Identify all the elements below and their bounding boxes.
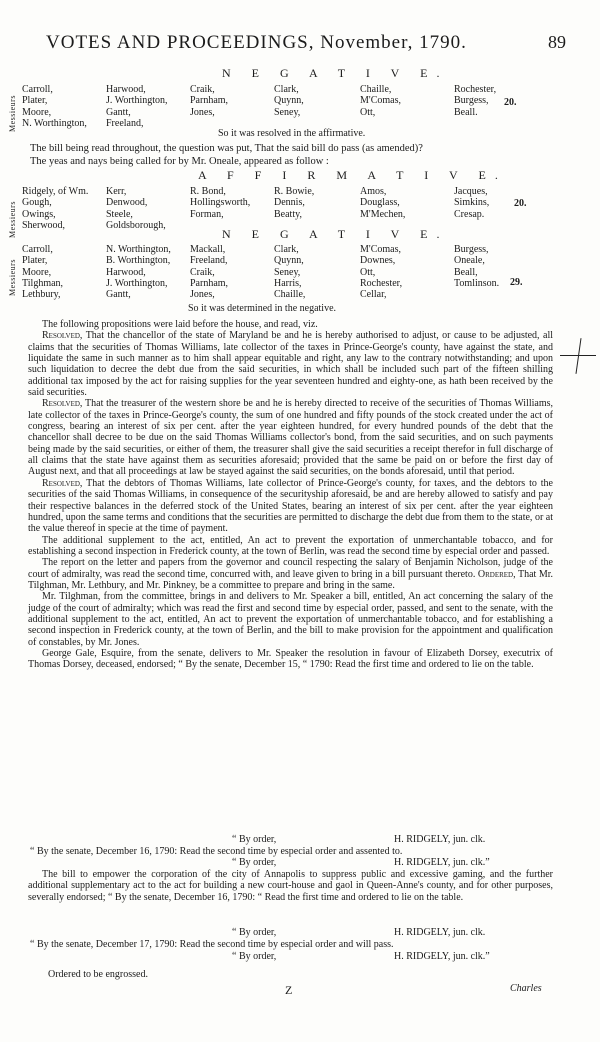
- member-name: Burgess,: [454, 244, 489, 255]
- ordered-text: That Mr. Tilghman, Mr. Lethbury, and Mr. Pinkney, be a committee to prepare and bring in the same.: [28, 568, 553, 591]
- member-name: Carroll,: [22, 84, 53, 95]
- messieurs-label-3: Messieurs: [8, 259, 17, 296]
- paragraph-annapolis-gaming: The bill to empower the corporation of the city of Annapolis to suppress public and excessive gaming, and the further additional supplementary act to the act for building a new court-house and gaol in Queen-Anne's county, and for other purposes, severally endorsed; “ By the senate, December 16, 1790: “ Read the first time and ordered to lie on the table.: [28, 869, 553, 903]
- resolved-affirmative: So it was resolved in the affirmative.: [218, 128, 366, 139]
- signature-mark: Z: [285, 983, 293, 997]
- member-name: Hollingsworth,: [190, 197, 251, 209]
- member-name: Craik,: [190, 84, 215, 95]
- member-name: Moore,: [22, 266, 52, 278]
- name-row: [22, 267, 542, 278]
- member-name: Moore,: [22, 106, 52, 118]
- member-name: Denwood,: [106, 197, 148, 209]
- annapolis-gaming-text: [28, 869, 553, 903]
- paragraph-propositions: The following propositions were laid before the house, and read, viz.: [42, 319, 318, 330]
- messieurs-label-2: Messieurs: [8, 201, 17, 238]
- member-name: Freeland,: [106, 117, 144, 129]
- endorse-3-by-order: “ By order,: [232, 927, 277, 938]
- paragraph-tobacco-supplement: The additional supplement to the act, entitled, An act to prevent the exportation of unmerchantable tobacco, and for establishing a second inspection in Frederick county, at the town of Berlin, was read the second time by especial order and passed.: [28, 534, 553, 557]
- paragraph-gale-dorsey: George Gale, Esquire, from the senate, delivers to Mr. Speaker the resolution in favour of Elizabeth Dorsey, executrix of Thomas Dorsey, deceased, endorsed; “ By the senate, December 15, “ 1790: Read the first time and ordered to lie on the table.: [28, 647, 553, 671]
- member-name: R. Bowie,: [274, 186, 315, 197]
- member-name: Jones,: [190, 289, 215, 301]
- resolved-lead-3: Resolved,: [42, 477, 83, 489]
- member-name: N. Worthington,: [106, 244, 171, 255]
- negative-list-1: [22, 84, 542, 129]
- member-name: Beall,: [454, 266, 478, 278]
- member-name: Harris,: [274, 277, 302, 289]
- member-name: Gough,: [22, 197, 52, 209]
- member-name: Forman,: [190, 208, 224, 220]
- member-name: Sherwood,: [22, 219, 66, 231]
- negative-list-2: [22, 244, 542, 300]
- member-name: Ott,: [360, 106, 376, 118]
- name-row: [22, 209, 542, 220]
- member-name: Freeland,: [190, 255, 228, 267]
- member-name: Jacques,: [454, 186, 488, 197]
- member-name: J. Worthington,: [106, 277, 168, 289]
- paragraph-resolved-2: [28, 398, 553, 477]
- member-name: Quynn,: [274, 255, 304, 267]
- member-name: Parnham,: [190, 95, 229, 107]
- member-name: Craik,: [190, 266, 215, 278]
- member-name: R. Bond,: [190, 186, 226, 197]
- header-title: VOTES AND PROCEEDINGS, November, 1790.: [46, 32, 467, 53]
- name-row: [22, 255, 542, 266]
- member-name: Beatty,: [274, 208, 302, 220]
- resolved-lead-1: Resolved,: [42, 330, 83, 342]
- member-name: Douglass,: [360, 197, 400, 209]
- paragraph-nicholson-report: [28, 557, 553, 591]
- running-header: [46, 32, 566, 56]
- member-name: Harwood,: [106, 84, 146, 95]
- negative-heading-2: N E G A T I V E.: [222, 227, 449, 241]
- member-name: Dennis,: [274, 197, 305, 209]
- resolved-text-3: That the debtors of Thomas Williams, late collector of Prince-George's county, for taxes, and the debtors to the securities of the said Thomas Williams, in consequence of the securityship aforesaid, be and are hereby allowed to satisfy and pay their respective balances in the deferred stock of the United States, bearing an interest of six per cent. after the year eighteen hundred, upon the same terms and conditions that the securities are permitted to discharge the debt due from them to the state, or at the value thereof in specie at the time of payment.: [28, 477, 553, 535]
- member-name: Beall.: [454, 106, 478, 118]
- page-number: 89: [548, 32, 566, 52]
- member-name: Cellar,: [360, 289, 387, 301]
- endorse-4-line: “ By the senate, December 17, 1790: Read the second time by especial order and will pass.: [30, 939, 394, 950]
- member-name: Jones,: [190, 106, 215, 118]
- member-name: M'Mechen,: [360, 208, 406, 220]
- name-row: [22, 84, 542, 95]
- member-name: M'Comas,: [360, 95, 401, 107]
- endorse-2-clerk: H. RIDGELY, jun. clk.”: [394, 857, 490, 868]
- member-name: Rochester,: [360, 277, 403, 289]
- resolved-text-2: That the treasurer of the western shore be and he is hereby directed to receive of the securities of Thomas Williams, late collector of the taxes in Prince-George's county, the sum of one hundred and fifty pounds of the stock created under the act of congress, bearing an interest of six per cent. after the year eighteen hundred, for every hundred pounds of the debt that the chancellor shall decree to be due on the said Thomas Williams collector's bond, from the said securities, and on such payments being made by the said securities, or either of them, the treasurer shall give the said securities a receipt therefor in full discharge of all claims that the state have against them as securities aforesaid; provided that the same be paid on or before the first day of August next, and that all proceedings at law be stayed against the said securities, on the bonds aforesaid, until that period.: [28, 398, 553, 478]
- member-name: Harwood,: [106, 266, 146, 278]
- yeas-nays-called: The yeas and nays being called for by Mr. Oneale, appeared as follow :: [30, 156, 329, 167]
- endorse-2-line: “ By the senate, December 16, 1790: Read the second time by especial order and assented to.: [30, 846, 403, 857]
- messieurs-label-1: Messieurs: [8, 95, 17, 132]
- member-name: Oneale,: [454, 255, 485, 267]
- member-name: Lethbury,: [22, 289, 61, 301]
- member-name: Burgess,: [454, 95, 489, 107]
- member-name: Tomlinson.: [454, 277, 500, 289]
- member-name: J. Worthington,: [106, 95, 168, 107]
- name-row: [22, 289, 542, 300]
- member-name: Cresap.: [454, 208, 485, 220]
- margin-cross-mark: [560, 338, 596, 374]
- negative-heading-1: N E G A T I V E.: [222, 66, 449, 80]
- ordered-lead: Ordered,: [477, 568, 516, 580]
- paragraph-resolved-3: [28, 478, 553, 535]
- passage-question: The bill being read throughout, the question was put, That the said bill do pass (as amended)?: [30, 143, 423, 154]
- member-name: Goldsborough,: [106, 219, 166, 231]
- endorse-3-clerk: H. RIDGELY, jun. clk.: [394, 927, 486, 938]
- paragraph-tilghman-bill: Mr. Tilghman, from the committee, brings in and delivers to Mr. Speaker a bill, entitled, An act concerning the salary of the judge of the court of admiralty; which was read the first and second time by especial order, passed, and sent to the senate, with the additional supplement to the act, entitled, An act to prevent the exportation of unmerchantable tobacco, and for establishing a second inspection in Frederick county, at the town of Berlin, and the bill to make provision for the appointment and qualification of constables, by Mr. Jones.: [28, 591, 553, 648]
- negative-count-2: 29.: [510, 277, 523, 288]
- name-row: [22, 244, 542, 255]
- paragraph-resolved-1: [28, 330, 553, 398]
- member-name: Seney,: [274, 266, 301, 278]
- resolutions-text: [28, 319, 553, 671]
- member-name: Seney,: [274, 106, 301, 118]
- member-name: Tilghman,: [22, 277, 64, 289]
- affirmative-heading: A F F I R M A T I V E.: [198, 168, 507, 182]
- member-name: N. Worthington,: [22, 117, 87, 129]
- affirmative-list: [22, 186, 542, 231]
- name-row: [22, 95, 542, 106]
- name-row: [22, 186, 542, 197]
- endorse-1-clerk: H. RIDGELY, jun. clk.: [394, 834, 486, 845]
- name-row: [22, 107, 542, 118]
- endorse-4-by-order: “ By order,: [232, 951, 277, 962]
- member-name: Gantt,: [106, 106, 131, 118]
- catchword: Charles: [510, 983, 542, 994]
- resolved-text-1: That the chancellor of the state of Maryland be and he is hereby authorised to adjust, or cause to be adjusted, all claims that the securities of Thomas Williams, late collector of the taxes in Prince-George's county, have against the state, and liquidate the same in such manner as to him shall appear equitable and right, any law to the contrary notwithstanding; and upon such liquidation to decree the debt due from the said securities, in which shall be included such part of the fifteen shilling additional tax imposed by the act for raising supplies for the year seventeen hundred and eighty-one, as hath been received by the said securities.: [28, 330, 553, 399]
- endorse-1-by-order: “ By order,: [232, 834, 277, 845]
- member-name: Owings,: [22, 208, 56, 220]
- member-name: Ott,: [360, 266, 376, 278]
- member-name: Plater,: [22, 95, 48, 107]
- member-name: Clark,: [274, 244, 299, 255]
- member-name: Plater,: [22, 255, 48, 267]
- member-name: Downes,: [360, 255, 396, 267]
- endorse-4-clerk: H. RIDGELY, jun. clk.”: [394, 951, 490, 962]
- member-name: Mackall,: [190, 244, 226, 255]
- negative-count-1: 20.: [504, 97, 517, 108]
- member-name: Chaille,: [360, 84, 392, 95]
- member-name: Steele,: [106, 208, 133, 220]
- endorse-2-by-order: “ By order,: [232, 857, 277, 868]
- member-name: Ridgely, of Wm.: [22, 186, 89, 197]
- member-name: Chaille,: [274, 289, 306, 301]
- member-name: Quynn,: [274, 95, 304, 107]
- report-text: The report on the letter and papers from the governor and council respecting the salary of Benjamin Nicholson, judge of the court of admiralty, was read the second time, concurred with, and leave given to bring in a bill pursuant thereto.: [28, 557, 553, 580]
- member-name: Parnham,: [190, 277, 229, 289]
- member-name: Amos,: [360, 186, 387, 197]
- resolved-lead-2: Resolved,: [42, 398, 83, 410]
- member-name: M'Comas,: [360, 244, 401, 255]
- member-name: Rochester,: [454, 84, 497, 95]
- ordered-engrossed: Ordered to be engrossed.: [48, 969, 148, 980]
- member-name: Simkins,: [454, 197, 490, 209]
- member-name: Clark,: [274, 84, 299, 95]
- member-name: B. Worthington,: [106, 255, 171, 267]
- member-name: Carroll,: [22, 244, 53, 255]
- affirmative-count: 20.: [514, 198, 527, 209]
- name-row: [22, 197, 542, 208]
- name-row: [22, 278, 542, 289]
- member-name: Kerr,: [106, 186, 127, 197]
- determined-negative: So it was determined in the negative.: [188, 303, 337, 314]
- member-name: Gantt,: [106, 289, 131, 301]
